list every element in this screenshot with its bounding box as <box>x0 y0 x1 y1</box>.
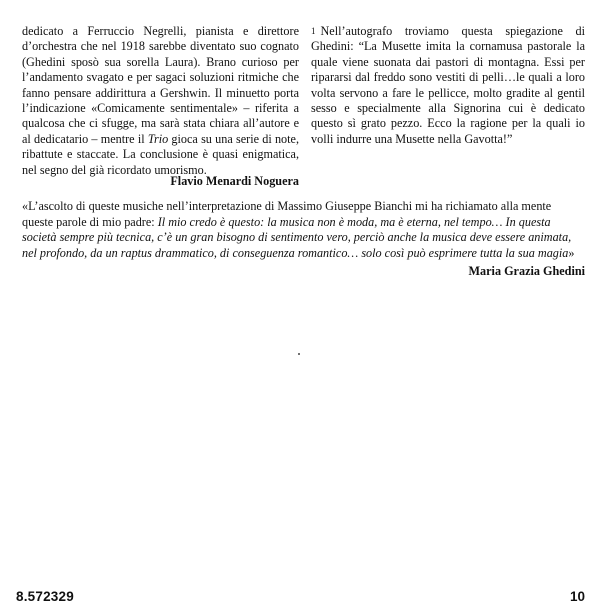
author-signature-right: Maria Grazia Ghedini <box>468 264 585 278</box>
right-column-footnote <box>311 24 585 147</box>
quote-intro: «L’ascolto di queste musiche nell’interpretazione di Massimo Giuseppe Bianchi mi ha richiamato alla mente queste parole di mio padre: <box>22 199 552 229</box>
trio-italic: Trio <box>147 131 169 146</box>
left-text-start: dedicato a Ferruccio Negrelli, pianista e direttore d’orchestra che nel 1918 sarebbe diventato suo cognato (Ghedini sposò sua sorella Laura). Brano curioso per l’andamento svagato e per sagaci soluzioni ritmiche che fanno pensare addirittura a Gershwin. Il minuetto porta l’indicazione «Comicamente sentimentale» – riferita a qualcosa che ci sfugge, ma sarà stata chiara all’autore e al dedicatario – mentre il <box>22 24 299 146</box>
quote-paragraph <box>22 199 585 261</box>
footnote-marker: 1 <box>311 26 316 36</box>
left-text-end: gioca su una serie di note, ribattute e staccate. La conclusione è quasi enigmatica, nel segno del già ricordato umorismo. <box>22 131 299 177</box>
quote-closing: » <box>568 245 575 260</box>
page-number: 10 <box>569 589 585 604</box>
left-column <box>22 24 299 178</box>
catalog-number: 8.572329 <box>16 589 74 604</box>
left-column-paragraph <box>22 24 299 178</box>
author-signature-left: Flavio Menardi Noguera <box>170 174 299 188</box>
center-dot-mark <box>298 353 300 355</box>
footnote-paragraph <box>311 24 585 147</box>
footnote-text: Nell’autografo troviamo questa spiegazione di Ghedini: “La Musette imita la cornamusa pastorale la quale viene suonata dai pastori di montagna. Essi per ripararsi dal freddo sono vestiti di pelli…le quali a loro volta servono a fare le pellicce, molto gradite al gentil sesso e specialmente alla Signorina cui è dedicato questo sì grato pezzo. Ecco la ragione per la quali io volli indurre una Musette nella Gavotta!” <box>311 24 585 146</box>
quote-italic: Il mio credo è questo: la musica non è moda, ma è eterna, nel tempo… In questa società sempre più tecnica, c’è un gran bisogno di sentimento vero, perciò anche la musica deve essere animata, nel profondo, da un raptus drammatico, di conseguenza romantico… solo così può esprimere tutta la sua magia <box>22 214 572 260</box>
